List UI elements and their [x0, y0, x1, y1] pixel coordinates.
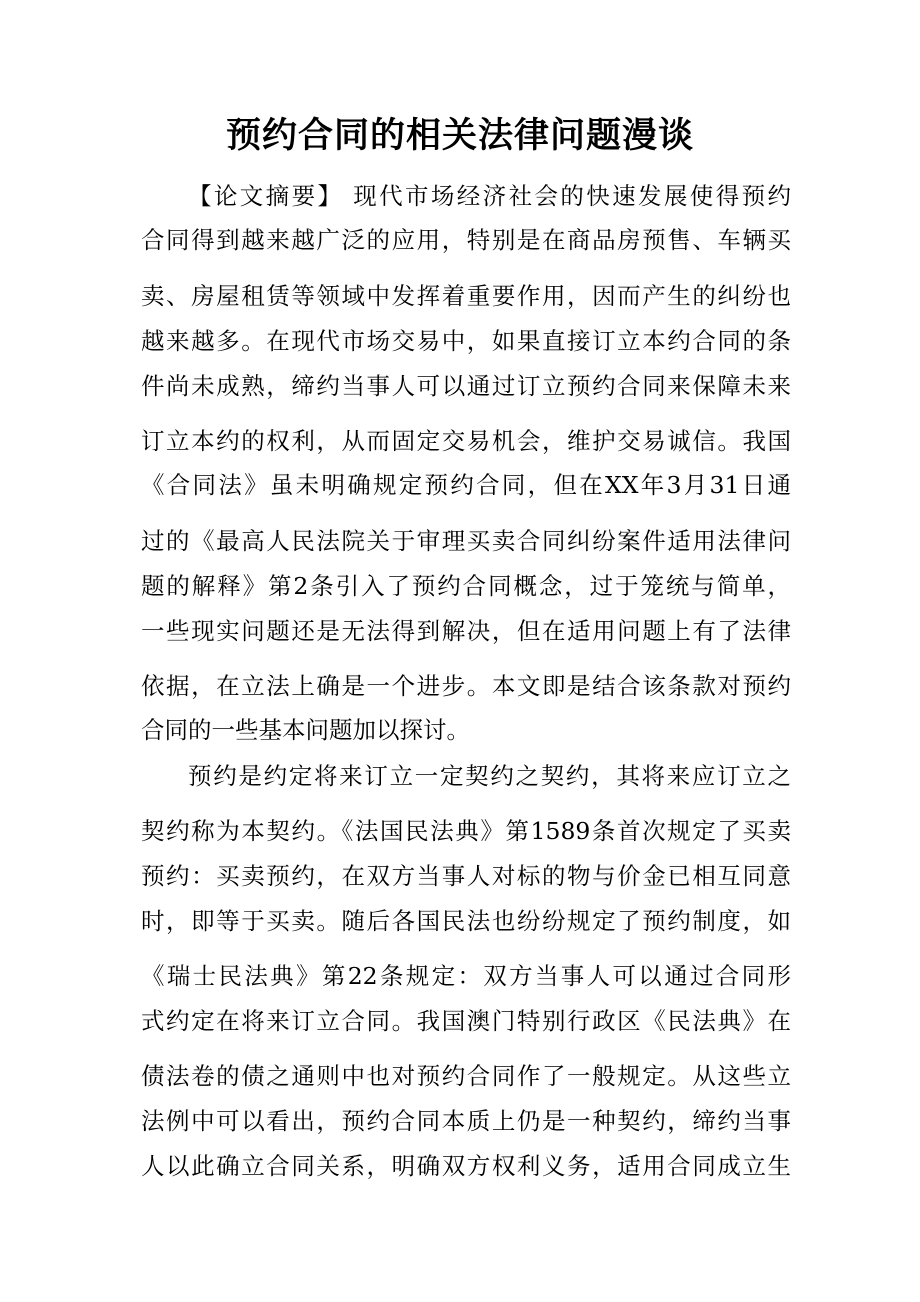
paragraph-1-line-4: 越来越多。在现代市场交易中，如果直接订立本约合同的条 — [141, 327, 791, 355]
paragraph-1-line-1: 【论文摘要】 现代市场经济社会的快速发展使得预约 — [188, 182, 791, 210]
paragraph-2-line-2: 契约称为本契约。《法国民法典》第1589条首次规定了买卖 — [141, 817, 791, 845]
paragraph-2-line-4: 时，即等于买卖。随后各国民法也纷纷规定了预约制度，如 — [141, 907, 791, 935]
paragraph-1-line-9: 题的解释》第2条引入了预约合同概念，过于笼统与简单， — [141, 572, 791, 600]
paragraph-1-line-10: 一些现实问题还是无法得到解决，但在适用问题上有了法律 — [141, 617, 791, 645]
paragraph-1-line-12: 合同的一些基本问题加以探讨。 — [141, 716, 470, 744]
paragraph-1-line-5: 件尚未成熟，缔约当事人可以通过订立预约合同来保障未来 — [141, 372, 791, 400]
paragraph-2-line-5: 《瑞士民法典》第22条规定：双方当事人可以通过合同形 — [141, 962, 791, 990]
paragraph-2-line-3: 预约：买卖预约，在双方当事人对标的物与价金已相互同意 — [141, 862, 791, 890]
paragraph-1-line-2: 合同得到越来越广泛的应用，特别是在商品房预售、车辆买 — [141, 226, 791, 254]
paragraph-1-line-6: 订立本约的权利，从而固定交易机会，维护交易诚信。我国 — [141, 427, 791, 455]
paragraph-2-line-1: 预约是约定将来订立一定契约之契约，其将来应订立之 — [188, 762, 791, 790]
paragraph-2-line-7: 债法卷的债之通则中也对预约合同作了一般规定。从这些立 — [141, 1062, 791, 1090]
paragraph-1-line-8: 过的《最高人民法院关于审理买卖合同纠纷案件适用法律问 — [141, 527, 791, 555]
document-title: 预约合同的相关法律问题漫谈 — [225, 115, 694, 156]
paragraph-2-line-6: 式约定在将来订立合同。我国澳门特别行政区《民法典》在 — [141, 1007, 791, 1035]
paragraph-1-line-7: 《合同法》虽未明确规定预约合同，但在XX年3月31日通 — [141, 471, 791, 499]
paragraph-2-line-9: 人以此确立合同关系，明确双方权利义务，适用合同成立生 — [141, 1152, 791, 1180]
paragraph-2-line-8: 法例中可以看出，预约合同本质上仍是一种契约，缔约当事 — [141, 1107, 791, 1135]
paragraph-1-line-11: 依据，在立法上确是一个进步。本文即是结合该条款对预约 — [141, 672, 791, 700]
paragraph-1-line-3: 卖、房屋租赁等领域中发挥着重要作用，因而产生的纠纷也 — [141, 282, 791, 310]
